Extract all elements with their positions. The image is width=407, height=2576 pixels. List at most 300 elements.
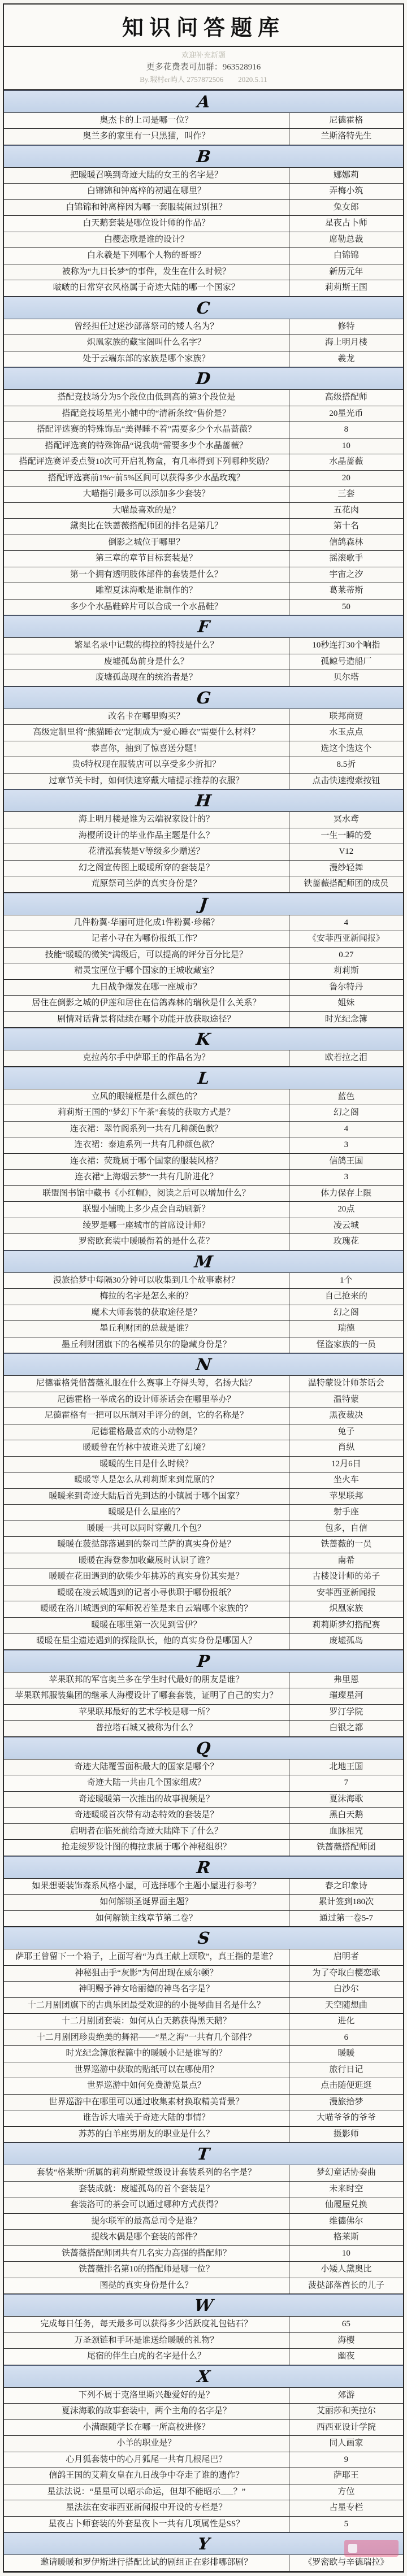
answer-cell: 联邦商贸 bbox=[329, 711, 363, 721]
answer-cell: 弄梅小筑 bbox=[329, 186, 363, 196]
answer-cell: 20 bbox=[341, 473, 350, 483]
question-cell: 暖暖的生日是什么时候？ bbox=[4, 1457, 289, 1472]
question-cell: 谁告诉大喵关于奇迹大陆的事情？ bbox=[4, 2110, 289, 2126]
answer-cell: 未来时空 bbox=[329, 2184, 363, 2193]
question-cell: 连衣裙：泰迪系列一共有几种颜色款？ bbox=[4, 1137, 289, 1153]
qa-row bbox=[4, 1105, 403, 1122]
question-cell: 暖暖在星尘遗迹遇到的探险队长，他的真实身份是哪国人？ bbox=[4, 1634, 289, 1649]
question-cell: 贵6特权现在服装店可以享受多少折扣？ bbox=[4, 757, 289, 773]
answer-cell: 进化 bbox=[337, 2017, 355, 2026]
qa-row bbox=[4, 2349, 403, 2365]
qa-row bbox=[4, 1949, 403, 1966]
answer-cell: 10 bbox=[341, 2248, 350, 2258]
answer-cell: 南希 bbox=[337, 1556, 355, 1565]
quiz-table bbox=[3, 3, 404, 2573]
answer-cell: 暖暖 bbox=[337, 2049, 355, 2058]
answer-cell: 兰斯洛特先生 bbox=[321, 132, 372, 141]
qa-row bbox=[4, 1012, 403, 1028]
question-cell: 夏沫海歌的故事套装中，两个主角的名字是？ bbox=[4, 2404, 289, 2419]
qa-row bbox=[4, 844, 403, 861]
section-header-N bbox=[4, 1353, 403, 1376]
question-cell: 倒影之城位于哪里？ bbox=[4, 535, 289, 551]
page-title: 知识问答题库 bbox=[122, 16, 285, 40]
answer-cell: 贝尔塔 bbox=[333, 673, 359, 683]
qa-row bbox=[4, 2095, 403, 2111]
qa-row bbox=[4, 1760, 403, 1776]
question-cell: 套装成就：废墟孤岛的首个套装是？ bbox=[4, 2182, 289, 2197]
question-cell: 星法法说：“星星可以昭示命运，但却不能昭示___？” bbox=[4, 2484, 289, 2500]
qa-row bbox=[4, 948, 403, 964]
answer-cell: 占星专栏 bbox=[329, 2503, 363, 2513]
title-block bbox=[4, 5, 403, 47]
answer-cell: 梦幻童话协奏曲 bbox=[316, 2168, 376, 2178]
section-letter: D bbox=[195, 369, 212, 389]
answer-cell: 幽夜 bbox=[337, 2352, 355, 2361]
question-cell: 大喵指引最多可以添加多少套装？ bbox=[4, 486, 289, 502]
answer-cell: 20星光币 bbox=[329, 409, 363, 418]
answer-cell: 凌云城 bbox=[333, 1220, 359, 1230]
section-letter: L bbox=[197, 1068, 210, 1088]
answer-cell: 葛莱蒂斯 bbox=[329, 586, 363, 596]
question-cell: 暖暖在洛川城遇到的军师祝若笙是来自云端哪个家族的？ bbox=[4, 1601, 289, 1617]
qa-row bbox=[4, 535, 403, 551]
question-cell: 白永羲是下列哪个人物的哥哥？ bbox=[4, 248, 289, 264]
qa-row bbox=[4, 1911, 403, 1927]
qa-row bbox=[4, 1289, 403, 1305]
question-cell: 搭配评选赛的特殊饰品“说我萌”需要多少个水晶蔷薇？ bbox=[4, 438, 289, 454]
answer-cell: 旅行日记 bbox=[329, 2065, 363, 2074]
question-cell: 雕塑夏沫海歌是谁制作的？ bbox=[4, 583, 289, 599]
question-cell: 多少个水晶鞋碎片可以合成一个水晶鞋？ bbox=[4, 600, 289, 615]
question-cell: 连衣裙：荧珑属于哪个国家的服装风格？ bbox=[4, 1154, 289, 1170]
question-cell: 繁星名录中记载的梅拉的特技是什么？ bbox=[4, 638, 289, 654]
qa-row bbox=[4, 406, 403, 423]
answer-cell: 瑞德 bbox=[337, 1324, 355, 1333]
answer-cell: 幻之阁 bbox=[333, 1307, 359, 1317]
question-cell: 奇迹大陆一共由几个国家组成？ bbox=[4, 1775, 289, 1791]
answer-cell: 0.27 bbox=[339, 950, 354, 959]
question-cell: 奇迹暖暖第一次推出的故事视频是？ bbox=[4, 1792, 289, 1808]
question-cell: 图挞的真实身份是什么？ bbox=[4, 2278, 289, 2294]
section-header-D bbox=[4, 367, 403, 390]
qa-row bbox=[4, 1050, 403, 1067]
qa-row bbox=[4, 741, 403, 758]
answer-cell: 黑白天鹅 bbox=[329, 1810, 363, 1820]
answer-cell: 启明者 bbox=[333, 1952, 359, 1962]
qa-row bbox=[4, 390, 403, 406]
answer-cell: 炽凰家族 bbox=[329, 1604, 363, 1614]
question-cell: 技能“暖暖的微笑”满级后，可以提高的评分百分比是？ bbox=[4, 948, 289, 963]
answer-cell: 水晶蔷薇 bbox=[329, 457, 363, 467]
qa-row bbox=[4, 1775, 403, 1792]
question-cell: 大喵最喜欢的是？ bbox=[4, 503, 289, 519]
qa-row bbox=[4, 1879, 403, 1895]
answer-cell: 摇滚歌手 bbox=[329, 554, 363, 563]
answer-cell: 温特蒙 bbox=[333, 1395, 359, 1404]
qa-row bbox=[4, 2246, 403, 2262]
qa-row bbox=[4, 1440, 403, 1457]
qa-row bbox=[4, 2333, 403, 2349]
question-cell: 神明赐予神女哈丽德的神鸟名字是？ bbox=[4, 1982, 289, 1997]
answer-cell: 西西亚设计学院 bbox=[316, 2422, 376, 2432]
qa-row bbox=[4, 168, 403, 184]
question-cell: 搭配评选赛前1%~前5%区间可以获得多少水晶玫瑰？ bbox=[4, 471, 289, 486]
answer-cell: 漫旅拾梦 bbox=[329, 2097, 363, 2106]
question-cell: 世界巡游中获取的贴纸可以在哪使用？ bbox=[4, 2062, 289, 2078]
qa-row bbox=[4, 996, 403, 1012]
qa-row bbox=[4, 1895, 403, 1911]
question-cell: 苹果联邦的军官奥兰多在学生时代最好的朋友是谁？ bbox=[4, 1673, 289, 1688]
question-cell: 普拉塔石城又被称为什么？ bbox=[4, 1721, 289, 1736]
answer-cell: 铁蔷薇搭配师团的成员 bbox=[304, 879, 389, 889]
question-cell: 漫旅拾梦中每隔30分钟可以收集到几个故事素材？ bbox=[4, 1273, 289, 1289]
qa-row bbox=[4, 915, 403, 932]
qa-row bbox=[4, 486, 403, 503]
question-cell: 恭喜你，抽到了惊喜送分题！ bbox=[4, 741, 289, 757]
question-cell: 魔术大师套装的获取途径是？ bbox=[4, 1305, 289, 1321]
answer-cell: 三套 bbox=[337, 489, 355, 499]
question-cell: 如何解锁圣诞界面主题？ bbox=[4, 1895, 289, 1910]
section-letter: J bbox=[198, 894, 209, 914]
answer-cell: 铁蔷薇的一员 bbox=[321, 1540, 372, 1549]
answer-cell: 血脉祖咒 bbox=[329, 1826, 363, 1836]
qa-row bbox=[4, 2420, 403, 2436]
section-letter: N bbox=[194, 1355, 213, 1375]
section-letter: X bbox=[196, 2366, 211, 2386]
question-cell: 暖暖在凌云城遇到的记者小寻供职于哪份报纸？ bbox=[4, 1585, 289, 1601]
question-cell: 记者小寻在为哪份报纸工作？ bbox=[4, 931, 289, 947]
question-cell: 萨耶王曾留下一个箱子，上面写着“为真王献上颂歌”，真王指的是谁？ bbox=[4, 1949, 289, 1965]
answer-cell: 《罗密欧与辛德瑞拉》 bbox=[304, 2558, 389, 2568]
section-letter: M bbox=[193, 1252, 214, 1271]
section-letter: Q bbox=[195, 1738, 212, 1758]
question-cell: 世界巡游中如何免费游览景点？ bbox=[4, 2078, 289, 2094]
section-header-F bbox=[4, 615, 403, 638]
qa-row bbox=[4, 980, 403, 996]
answer-cell: 菠挞部落酋长的儿子 bbox=[308, 2280, 384, 2290]
answer-cell: 孤鲸号造船厂 bbox=[321, 657, 372, 666]
watermark bbox=[344, 2540, 399, 2557]
qa-row bbox=[4, 2230, 403, 2246]
section-header-J bbox=[4, 893, 403, 915]
qa-row bbox=[4, 1840, 403, 1856]
qa-row bbox=[4, 1705, 403, 1721]
question-cell: 白锦锦和钟离梓因为哪一套服装闹过别扭？ bbox=[4, 200, 289, 216]
answer-cell: 一生一瞬的爱 bbox=[321, 831, 372, 840]
qa-row bbox=[4, 2436, 403, 2452]
qa-row bbox=[4, 551, 403, 567]
qa-row bbox=[4, 1137, 403, 1154]
question-cell: 搭配竞技场分为5个段位由低到高的第3个段位是 bbox=[4, 390, 289, 406]
section-header-S bbox=[4, 1927, 403, 1949]
qa-row bbox=[4, 200, 403, 216]
answer-cell: 废墟孤岛 bbox=[329, 1636, 363, 1646]
question-cell: 邀请暖暖和罗伊斯进行搭配比试的剧组正在彩排哪部剧？ bbox=[4, 2555, 289, 2571]
qa-row bbox=[4, 1457, 403, 1473]
qa-row bbox=[4, 1337, 403, 1354]
subtitle-group-number: 更多花费表可加群：963528916 bbox=[146, 63, 261, 72]
answer-cell: 五花肉 bbox=[333, 505, 359, 515]
answer-cell: 兔女郎 bbox=[333, 202, 359, 212]
question-cell: 启明者在临死前给奇迹大陆降下了什么？ bbox=[4, 1824, 289, 1840]
qa-row bbox=[4, 248, 403, 264]
qa-row bbox=[4, 2197, 403, 2214]
qa-row bbox=[4, 670, 403, 687]
section-header-X bbox=[4, 2365, 403, 2388]
answer-cell: 莉莉斯王国 bbox=[324, 283, 367, 293]
qa-row bbox=[4, 709, 403, 726]
question-cell: 废墟孤岛前身是什么？ bbox=[4, 654, 289, 670]
qa-row bbox=[4, 1218, 403, 1235]
question-cell: 十二月剧团旗下的古典乐团最受欢迎的的小提琴曲目名是什么？ bbox=[4, 1998, 289, 2014]
answer-cell: 幻之阁 bbox=[333, 1108, 359, 1118]
qa-row bbox=[4, 1982, 403, 1998]
qa-row bbox=[4, 931, 403, 948]
qa-row bbox=[4, 1634, 403, 1650]
answer-cell: 宇宙之汐 bbox=[329, 570, 363, 579]
qa-row bbox=[4, 2214, 403, 2230]
answer-cell: 8 bbox=[344, 425, 349, 435]
question-cell: 万圣颈链和手环是谁送给暖暖的礼物？ bbox=[4, 2333, 289, 2349]
answer-cell: 9 bbox=[344, 2455, 349, 2464]
answer-cell: 尼德霍格 bbox=[329, 115, 363, 125]
qa-row bbox=[4, 2517, 403, 2533]
answer-cell: 时光纪念簿 bbox=[324, 1014, 367, 1024]
answer-cell: 羲龙 bbox=[337, 354, 355, 363]
sections bbox=[4, 90, 403, 2571]
answer-cell: 10秒连打30个响指 bbox=[312, 641, 380, 650]
qa-row bbox=[4, 129, 403, 145]
answer-cell: 为了夺取白樱恋歌 bbox=[312, 1968, 380, 1978]
section-letter: Y bbox=[196, 2534, 211, 2554]
qa-row bbox=[4, 2127, 403, 2143]
question-cell: 暖暖是什么星座的？ bbox=[4, 1505, 289, 1521]
question-cell: 铁蔷薇搭配师团共有几名实力高强的搭配师？ bbox=[4, 2246, 289, 2262]
section-letter: C bbox=[196, 298, 211, 318]
qa-row bbox=[4, 963, 403, 980]
answer-cell: 海樱 bbox=[337, 2335, 355, 2345]
qa-row bbox=[4, 1618, 403, 1634]
answer-cell: 弗里恩 bbox=[333, 1675, 359, 1684]
answer-cell: 苹果联邦 bbox=[329, 1491, 363, 1501]
qa-row bbox=[4, 1521, 403, 1537]
qa-row bbox=[4, 184, 403, 200]
qa-row bbox=[4, 232, 403, 249]
answer-cell: 摄影师 bbox=[333, 2129, 359, 2139]
question-cell: 精灵宝匣位于哪个国家的王城收藏室？ bbox=[4, 963, 289, 979]
question-cell: 幻之阁宣传图上暖暖所穿的套装是？ bbox=[4, 861, 289, 876]
question-cell: 莉莉斯王国的“梦幻下午茶”套装的获取方式是？ bbox=[4, 1105, 289, 1121]
answer-cell: 选这个选这个 bbox=[321, 744, 372, 753]
qa-row bbox=[4, 2165, 403, 2182]
section-header-R bbox=[4, 1856, 403, 1879]
question-cell: 克拉芮尔手中萨耶王的作品名为？ bbox=[4, 1050, 289, 1066]
question-cell: 黛奥比在铁蔷薇搭配师团的排名是第几？ bbox=[4, 519, 289, 535]
qa-row bbox=[4, 2484, 403, 2501]
question-cell: 神秘狙击手“灰影”为何出现在威尔顿？ bbox=[4, 1966, 289, 1982]
subtitle-welcome: 欢迎补充新题 bbox=[181, 51, 226, 59]
answer-cell: 12月6日 bbox=[331, 1459, 361, 1469]
qa-row bbox=[4, 2110, 403, 2127]
section-header-P bbox=[4, 1650, 403, 1673]
qa-row bbox=[4, 828, 403, 845]
question-cell: 提尔联军的最高总司令是谁？ bbox=[4, 2214, 289, 2230]
qa-row bbox=[4, 774, 403, 790]
qa-row bbox=[4, 2452, 403, 2469]
question-cell: 苏苏的白羊座男朋友的职业是什么？ bbox=[4, 2127, 289, 2143]
answer-cell: 萨耶王 bbox=[333, 2471, 359, 2481]
qa-row bbox=[4, 519, 403, 535]
qa-row bbox=[4, 1537, 403, 1553]
question-cell: 花清泓套装是V等级多少赠送？ bbox=[4, 844, 289, 860]
qa-row bbox=[4, 1824, 403, 1840]
answer-cell: 新历元年 bbox=[329, 267, 363, 276]
qa-row bbox=[4, 1998, 403, 2014]
qa-row bbox=[4, 454, 403, 471]
question-cell: 苹果联邦服装集团的继承人海樱设计了哪套套装，证明了自己的实力？ bbox=[4, 1688, 289, 1704]
answer-cell: 20点 bbox=[337, 1205, 355, 1214]
qa-row bbox=[4, 1489, 403, 1505]
answer-cell: 蓝色 bbox=[337, 1092, 355, 1101]
question-cell: 小羊的职业是？ bbox=[4, 2436, 289, 2452]
qa-row bbox=[4, 638, 403, 654]
qa-row bbox=[4, 2404, 403, 2420]
answer-cell: 温特蒙设计师茶话会 bbox=[308, 1379, 384, 1388]
answer-cell: 坐火车 bbox=[333, 1475, 359, 1485]
qa-row bbox=[4, 2317, 403, 2333]
question-cell: 剧情对话背景将陆续在哪个功能开放获取途径？ bbox=[4, 1012, 289, 1028]
answer-cell: 古楼设计师的弟子 bbox=[312, 1572, 380, 1582]
qa-row bbox=[4, 1424, 403, 1441]
answer-cell: 璀璨星河 bbox=[329, 1691, 363, 1701]
question-cell: 尼德霍格有一把可以压制对手评分的剑，它的名称是？ bbox=[4, 1408, 289, 1424]
qa-row bbox=[4, 351, 403, 368]
answer-cell: 高级搭配师 bbox=[324, 393, 367, 402]
question-cell: 过章节关卡时，如何快速穿戴大喵提示推荐的衣服？ bbox=[4, 774, 289, 789]
qa-row bbox=[4, 1202, 403, 1218]
qa-row bbox=[4, 1376, 403, 1392]
question-cell: 炽凰家族的藏宝阁叫什么名字？ bbox=[4, 335, 289, 351]
question-cell: 梅拉的名字是怎么来的？ bbox=[4, 1289, 289, 1305]
question-cell: 绫罗是哪一座城市的首席设计师？ bbox=[4, 1218, 289, 1234]
answer-cell: 兔子 bbox=[337, 1427, 355, 1436]
answer-cell: 信鸽森林 bbox=[329, 537, 363, 547]
question-cell: 墨丘利财团的总裁是谁？ bbox=[4, 1321, 289, 1337]
answer-cell: 8.5折 bbox=[336, 760, 356, 770]
qa-row bbox=[4, 1688, 403, 1705]
answer-cell: 娜娜莉 bbox=[333, 170, 359, 180]
question-cell: 立风的眼镜框是什么颜色的？ bbox=[4, 1089, 289, 1105]
question-cell: 搭配评选赛的特殊饰品“美得睡不着”需要多少个水晶蔷薇？ bbox=[4, 422, 289, 438]
qa-row bbox=[4, 113, 403, 129]
qa-row bbox=[4, 1273, 403, 1289]
qa-row bbox=[4, 216, 403, 232]
answer-cell: 仙履屋兑换 bbox=[324, 2200, 367, 2210]
qa-row bbox=[4, 1553, 403, 1570]
answer-cell: 50 bbox=[341, 602, 350, 611]
qa-row bbox=[4, 583, 403, 600]
answer-cell: 天空随想曲 bbox=[324, 2000, 367, 2010]
question-cell: 套装“格莱斯”所属的莉莉斯殿堂级设计套装系列的名字是？ bbox=[4, 2165, 289, 2181]
section-letter: K bbox=[195, 1029, 212, 1049]
question-cell: 尼德霍格一举成名的设计师茶话会在哪里举办？ bbox=[4, 1392, 289, 1408]
question-cell: 被称为“九日长梦”的事件，发生在什么时候？ bbox=[4, 264, 289, 280]
question-cell: 星夜占卜师套装的外套星夜卜一共有几项属性是SS？ bbox=[4, 2517, 289, 2532]
section-letter: S bbox=[196, 1928, 211, 1948]
qa-row bbox=[4, 2030, 403, 2047]
answer-cell: 北地王国 bbox=[329, 1762, 363, 1771]
question-cell: 处于云端东部的家族是哪个家族？ bbox=[4, 351, 289, 367]
qa-row bbox=[4, 2046, 403, 2062]
answer-cell: 包多，自信 bbox=[324, 1523, 367, 1533]
qa-row bbox=[4, 2388, 403, 2404]
question-cell: 十二月剧团套装：如何从白天鹅获得黑天鹅？ bbox=[4, 2014, 289, 2030]
answer-cell: 射手座 bbox=[333, 1508, 359, 1517]
answer-cell: 郊游 bbox=[337, 2390, 355, 2400]
qa-row bbox=[4, 335, 403, 351]
qa-row bbox=[4, 1186, 403, 1202]
qa-row bbox=[4, 2078, 403, 2095]
question-cell: 尼德霍格凭借蔷薇礼服在什么赛事上夺得头筹，名扬大陆？ bbox=[4, 1376, 289, 1392]
answer-cell: 累计签到180次 bbox=[318, 1897, 374, 1907]
answer-cell: 体力保存上限 bbox=[321, 1188, 372, 1198]
question-cell: 奇迹暖暖首次带有动态特效的套装是？ bbox=[4, 1808, 289, 1823]
answer-cell: 65 bbox=[341, 2319, 350, 2329]
question-cell: 高级定制里将“熊猫睡衣”定制成为“爱心睡衣”需要什么材料？ bbox=[4, 725, 289, 741]
answer-cell: 第十名 bbox=[333, 522, 359, 531]
question-cell: 暖暖在哪里第一次见到雪伊？ bbox=[4, 1618, 289, 1634]
qa-row bbox=[4, 654, 403, 671]
question-cell: 暖暖等人是怎么从莉莉斯来到荒原的？ bbox=[4, 1472, 289, 1488]
qa-row bbox=[4, 861, 403, 877]
answer-cell: 艾丽莎和芙拉尔 bbox=[316, 2406, 376, 2416]
qa-row bbox=[4, 1585, 403, 1602]
answer-cell: 白沙尔 bbox=[333, 1984, 359, 1994]
section-letter: F bbox=[196, 617, 211, 637]
qa-row bbox=[4, 1505, 403, 1521]
section-header-H bbox=[4, 789, 403, 812]
answer-cell: 水玉点点 bbox=[329, 728, 363, 737]
qa-row bbox=[4, 1089, 403, 1106]
answer-cell: 点击随便逛逛 bbox=[321, 2081, 372, 2091]
question-cell: 暖暖曾在竹林中被谁关进了幻境？ bbox=[4, 1440, 289, 1456]
qa-row bbox=[4, 876, 403, 893]
section-header-Q bbox=[4, 1737, 403, 1760]
answer-cell: 大喵爷爷的爷爷 bbox=[316, 2113, 376, 2123]
answer-cell: 方位 bbox=[337, 2487, 355, 2496]
qa-row bbox=[4, 1472, 403, 1489]
qa-row bbox=[4, 1673, 403, 1689]
answer-cell: 格莱斯 bbox=[333, 2232, 359, 2242]
qa-row bbox=[4, 1122, 403, 1138]
qa-row bbox=[4, 1170, 403, 1186]
qa-row bbox=[4, 1601, 403, 1618]
section-header-A bbox=[4, 90, 403, 113]
qa-row bbox=[4, 503, 403, 519]
question-cell: 暖暖在花田遇到的砍柴少年拂苏的真实身份其实是？ bbox=[4, 1569, 289, 1585]
qa-row bbox=[4, 1408, 403, 1424]
question-cell: 完成每日任务，每天最多可以获得多少活跃度礼包钻石？ bbox=[4, 2317, 289, 2332]
question-cell: 如果想要装饰森系风格小屋，可选择哪个主题小屋进行参考？ bbox=[4, 1879, 289, 1895]
question-cell: 提线木偶是哪个套装的部件？ bbox=[4, 2230, 289, 2245]
question-cell: 尾宿的伴生白虎的名字是什么？ bbox=[4, 2349, 289, 2365]
question-cell: 世界巡游中在哪里可以通过收集素材换取精美背景？ bbox=[4, 2095, 289, 2110]
question-cell: 搭配评选赛评委点赞10次可开启礼物盒，有几率得到下列哪种奖励？ bbox=[4, 454, 289, 470]
question-cell: 奥杰卡的上司是哪一位？ bbox=[4, 113, 289, 129]
answer-cell: 铁蔷薇搭配师团 bbox=[316, 1843, 376, 1852]
question-cell: 心月狐套装中的心月狐尾一共有几根尾巴？ bbox=[4, 2452, 289, 2468]
section-letter: H bbox=[194, 791, 213, 811]
